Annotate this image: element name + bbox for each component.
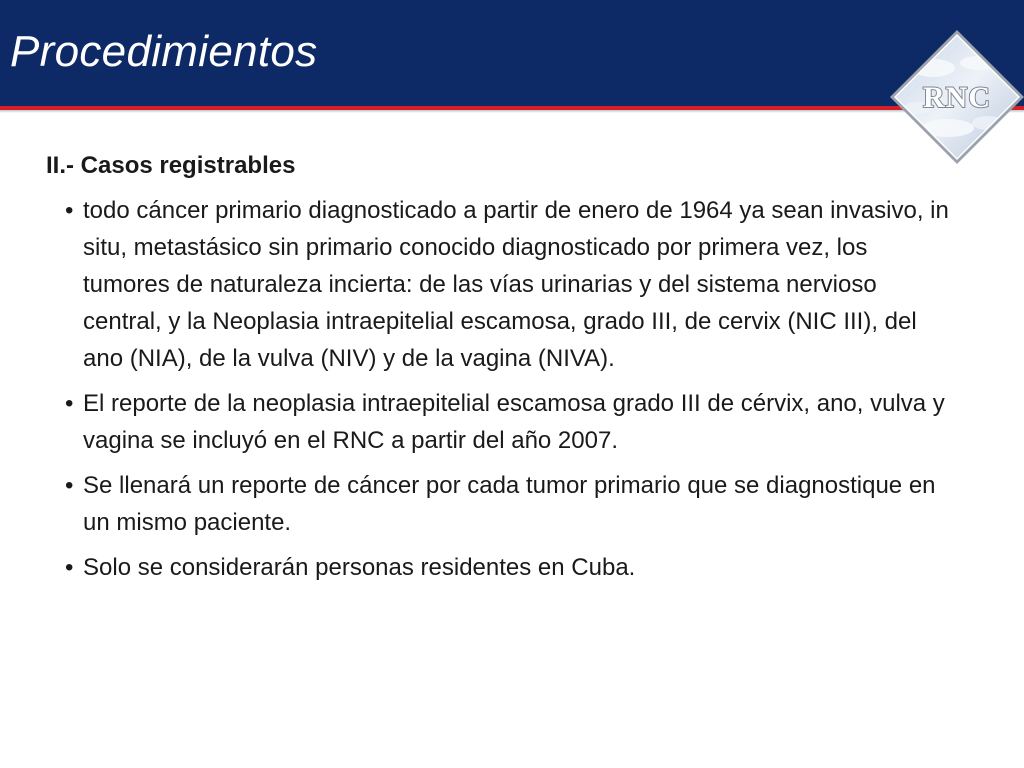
bullet-item: • Se llenará un reporte de cáncer por cada tumor primario que se diagnostique en un mismo paciente.: [46, 468, 956, 542]
bullet-item: • Solo se considerarán personas residentes en Cuba.: [46, 550, 956, 587]
bullet-item: • todo cáncer primario diagnosticado a partir de enero de 1964 ya sean invasivo, in situ, metastásico sin primario conocido diagnosticado por primera vez, los tumores de naturaleza incierta: de las vías urinarias y del sistema nervioso central, y la Neoplasia intraepitelial escamosa, grado III, de cervix (NIC III), del ano (NIA), de la vulva (NIV) y de la vagina (NIVA).: [46, 193, 956, 378]
header-rule-shadow: [0, 110, 1024, 113]
bullet-list: [46, 193, 956, 587]
logo-text: RNC: [923, 81, 991, 114]
rnc-logo: [888, 28, 1024, 166]
slide-title: Procedimientos: [10, 27, 318, 76]
slide-content: [46, 150, 956, 595]
bullet-item: • El reporte de la neoplasia intraepitelial escamosa grado III de cérvix, ano, vulva y vagina se incluyó en el RNC a partir del año 2007.: [46, 386, 956, 460]
section-heading: II.- Casos registrables: [46, 152, 296, 179]
